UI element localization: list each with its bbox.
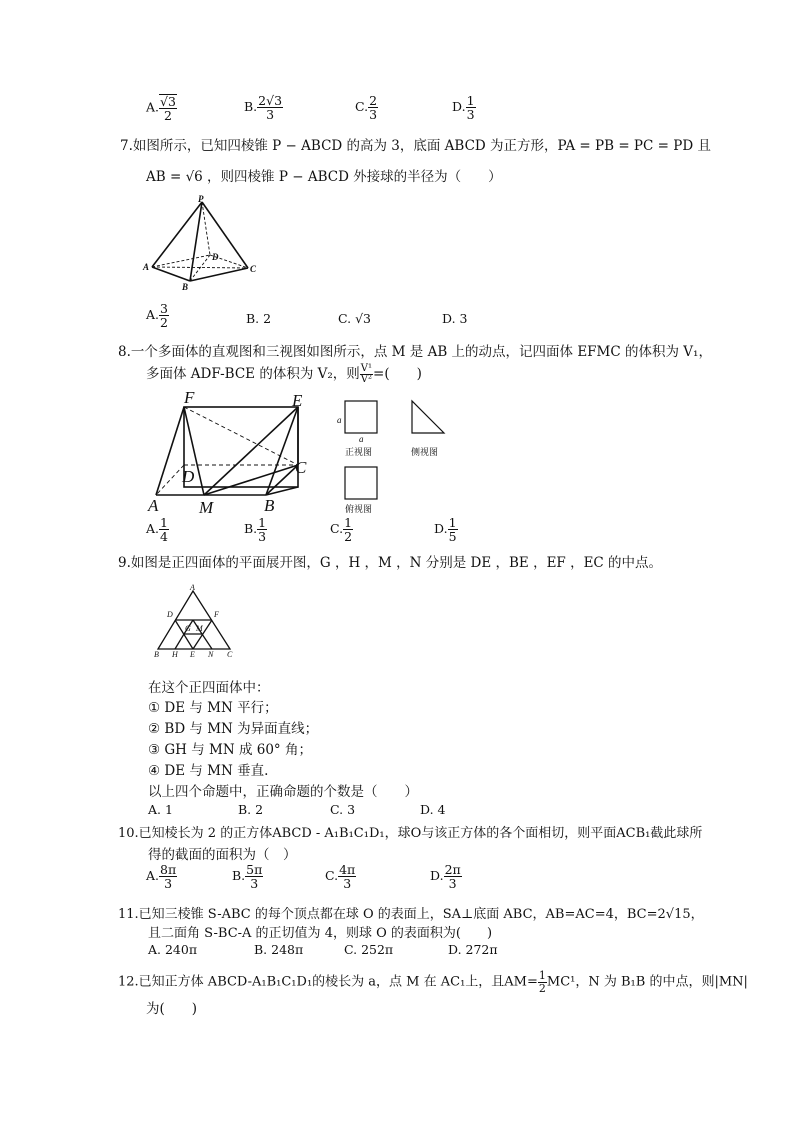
q9-statement-1: ① DE 与 MN 平行； xyxy=(148,700,278,716)
q10-stem-line2: 得的截面的面积为（ ） xyxy=(148,847,297,863)
q10-a-numerator: 8π xyxy=(160,862,177,877)
q9-stem-line1: 9.如图是正四面体的平面展开图，G ，H ，M ，N 分别是 DE ，BE ，EF ，EC 的中点。 xyxy=(118,555,663,571)
q9-label-d: D xyxy=(167,610,173,619)
q6-c-numerator: 2 xyxy=(369,93,378,108)
q9-question: 以上四个命题中，正确命题的个数是（ ） xyxy=(148,784,418,800)
q11-option-a: A. 240π xyxy=(148,942,198,957)
q8-stem-line1: 8.一个多面体的直观图和三视图如图所示，点 M 是 AB 上的动点，记四面体 EFMC 的体积为 V₁， xyxy=(118,344,712,360)
q8-c-denominator: 2 xyxy=(344,529,353,545)
q9-label-h: H xyxy=(172,650,178,658)
q8-a-numerator: 1 xyxy=(160,515,168,530)
q9-option-a: A. 1 xyxy=(148,802,173,817)
q9-statement-3: ③ GH 与 MN 成 60° 角； xyxy=(148,742,312,758)
q8-d-numerator: 1 xyxy=(448,515,457,530)
q7-pyramid-figure xyxy=(140,192,265,292)
q8-stem-line2: 多面体 ADF-BCE 的体积为 V₂，则 $\frac{\text{V¹}}{\text{V²}}$ =( ) xyxy=(146,362,422,385)
q11-option-d: D. 272π xyxy=(448,942,498,957)
q7-option-a: A. $\frac{3}{2}$ xyxy=(146,301,168,331)
q10-d-denominator: 3 xyxy=(448,876,457,892)
q10-c-numerator: 4π xyxy=(339,862,356,877)
q8-top-view-square xyxy=(345,467,377,499)
q9-option-b: B. 2 xyxy=(238,802,264,817)
q7-label-p: P xyxy=(198,194,204,204)
q7-stem-line1: 7.如图所示，已知四棱锥 P − ABCD 的高为 3，底面 ABCD 为正方形，PA = PB = PC = PD 且 xyxy=(120,138,711,154)
q8-side-view-label: 侧视图 xyxy=(411,447,439,457)
q8-ratio-denominator: V² xyxy=(360,374,373,385)
q6-a-numerator: √3 xyxy=(160,94,176,109)
q8-front-view-label: 正视图 xyxy=(345,447,373,457)
q7-label-c: C xyxy=(250,264,257,274)
q8-option-c: C. $\frac{1}{2}$ xyxy=(330,515,353,545)
q9-label-g: G xyxy=(185,624,191,633)
q6-c-denominator: 3 xyxy=(369,107,378,123)
q6-b-numerator: 2√3 xyxy=(258,93,283,108)
q7-option-b: B. 2 xyxy=(246,311,272,326)
q6-option-d: D. $\frac{1}{3}$ xyxy=(452,93,475,123)
q8-top-view-label: 俯视图 xyxy=(345,504,373,514)
q8-option-b: B. $\frac{1}{3}$ xyxy=(244,515,267,545)
q12-stem-line2: 为( ) xyxy=(146,1001,198,1017)
q12-stem-line1: 12.已知正方体 ABCD-A₁B₁C₁D₁的棱长为 a，点 M 在 AC₁上，且AM= $\frac{1}{2}$ MC¹，N 为 B₁B 的中点，则|MN| xyxy=(118,969,748,995)
q10-a-denominator: 3 xyxy=(164,876,173,892)
q7-option-c: C. √3 xyxy=(338,311,371,326)
q7-a-numerator: 3 xyxy=(160,301,168,316)
q9-label-a: A xyxy=(190,583,195,592)
q6-d-numerator: 1 xyxy=(466,93,475,108)
q11-stem-line1: 11.已知三棱锥 S-ABC 的每个顶点都在球 O 的表面上，SA⊥底面 ABC，AB=AC=4，BC=2√15， xyxy=(118,907,704,922)
q7-a-denominator: 2 xyxy=(160,315,168,331)
q8-view-label-a-bottom: a xyxy=(359,434,364,444)
q12-fraction-denominator: 2 xyxy=(538,981,546,995)
q8-d-denominator: 5 xyxy=(448,529,457,545)
q9-label-f: F xyxy=(214,610,219,619)
q8-polyhedron-figure xyxy=(146,390,316,515)
q10-option-d: D. $\frac{2\pi}{3}$ xyxy=(430,862,461,892)
q7-stem-line2: AB = √6 ，则四棱锥 P − ABCD 外接球的半径为（ ） xyxy=(146,169,502,185)
q8-label-m: M xyxy=(199,498,214,515)
q10-option-c: C. $\frac{4\pi}{3}$ xyxy=(325,862,356,892)
q6-option-c: C. $\frac{2}{3}$ xyxy=(355,93,378,123)
q8-option-a: A. $\frac{1}{4}$ xyxy=(146,515,168,545)
q6-option-b: B. $\frac{2√3}{3}$ xyxy=(244,93,283,123)
q9-option-d: D. 4 xyxy=(420,802,446,817)
q10-c-denominator: 3 xyxy=(343,876,352,892)
q8-label-f: F xyxy=(184,390,195,407)
q10-d-numerator: 2π xyxy=(444,862,461,877)
q8-label-e: E xyxy=(292,391,303,410)
q9-label-m: M xyxy=(196,624,203,633)
q12-fraction-numerator: 1 xyxy=(538,969,546,982)
q10-option-b: B. $\frac{5\pi}{3}$ xyxy=(232,862,263,892)
q6-option-a: A. $\frac{√3}{2}$ xyxy=(146,94,176,124)
q7-label-d: D xyxy=(212,252,219,262)
q9-label-b: B xyxy=(154,650,159,658)
q11-stem-line2: 且二面角 S-BC-A 的正切值为 4，则球 O 的表面积为( ) xyxy=(148,926,493,941)
q8-a-denominator: 4 xyxy=(160,529,168,545)
q10-b-denominator: 3 xyxy=(250,876,259,892)
q9-option-c: C. 3 xyxy=(330,802,356,817)
q10-option-a: A. $\frac{8\pi}{3}$ xyxy=(146,862,177,892)
q6-a-denominator: 2 xyxy=(164,108,172,124)
q7-option-d: D. 3 xyxy=(442,311,468,326)
q8-c-numerator: 1 xyxy=(344,515,353,530)
q11-option-b: B. 248π xyxy=(254,942,304,957)
q9-intro: 在这个正四面体中： xyxy=(148,680,270,696)
q10-stem-line1: 10.已知棱长为 2 的正方体ABCD - A₁B₁C₁D₁，球O与该正方体的各个面相切，则平面ACB₁截此球所 xyxy=(118,826,703,841)
q8-front-view-square xyxy=(345,401,377,433)
q8-b-numerator: 1 xyxy=(258,515,267,530)
q8-ratio-numerator: V¹ xyxy=(360,362,373,374)
q8-label-c: C xyxy=(295,458,307,477)
q8-side-view-triangle xyxy=(412,401,444,433)
q7-label-a: A xyxy=(143,262,150,272)
q8-three-views-figure xyxy=(334,395,454,517)
q6-b-denominator: 3 xyxy=(266,107,275,123)
q9-statement-2: ② BD 与 MN 为异面直线； xyxy=(148,721,319,737)
q9-statement-4: ④ DE 与 MN 垂直. xyxy=(148,763,269,779)
q8-option-d: D. $\frac{1}{5}$ xyxy=(434,515,457,545)
q9-label-n: N xyxy=(208,650,214,658)
q6-d-denominator: 3 xyxy=(466,107,475,123)
q7-label-b: B xyxy=(182,282,189,292)
q9-net-figure xyxy=(150,583,240,658)
q9-label-c: C xyxy=(227,650,233,658)
q8-label-b: B xyxy=(264,496,275,515)
q10-b-numerator: 5π xyxy=(246,862,263,877)
q9-label-e: E xyxy=(190,650,195,658)
q8-label-d: D xyxy=(182,467,195,486)
q11-option-c: C. 252π xyxy=(344,942,394,957)
q8-b-denominator: 3 xyxy=(258,529,267,545)
q8-view-label-a-left: a xyxy=(337,415,342,425)
q8-label-a: A xyxy=(148,496,159,515)
